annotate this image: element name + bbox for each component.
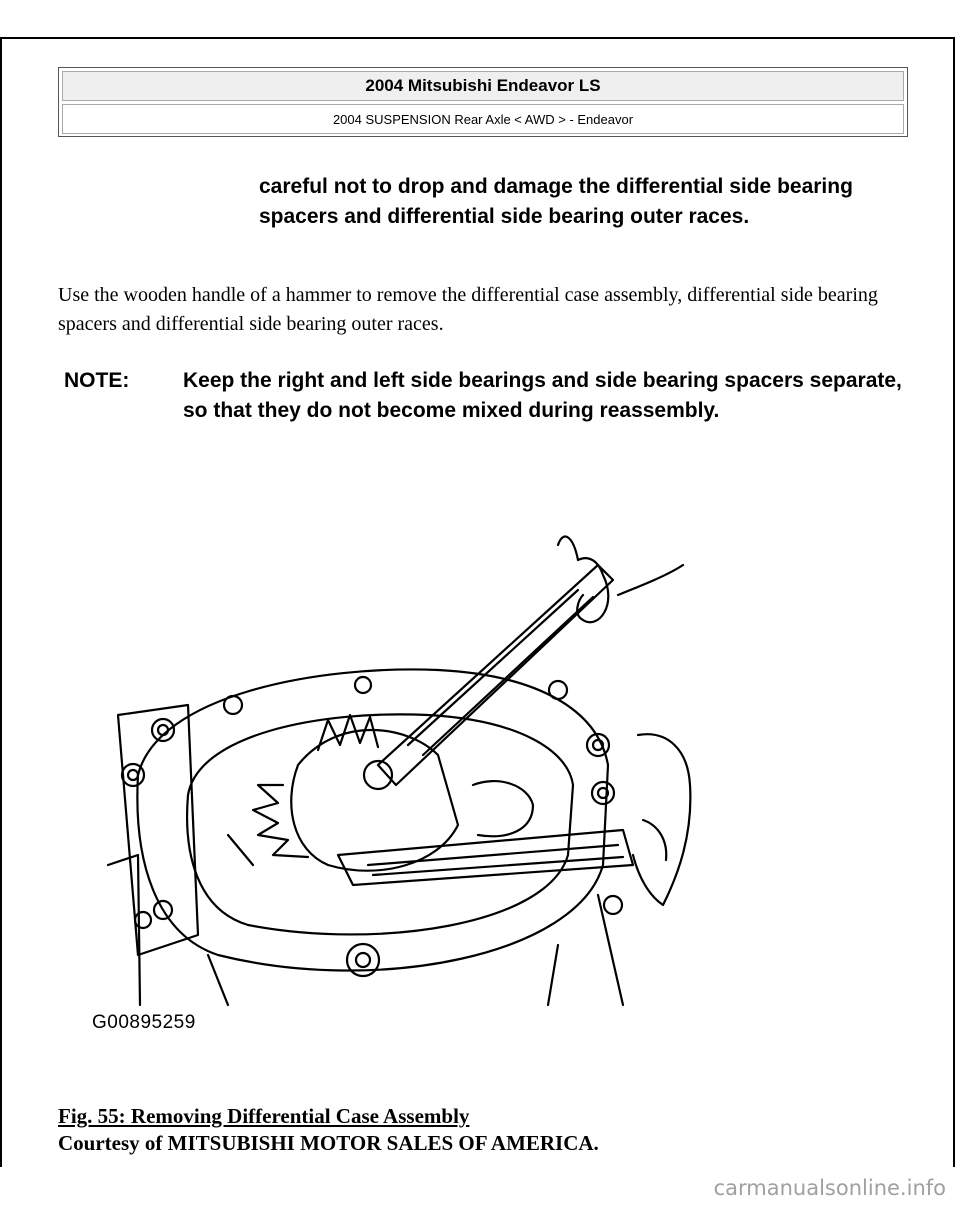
caution-continued-text: careful not to drop and damage the differential side bearing spacers and differential side bearing outer races. — [259, 175, 853, 228]
watermark: carmanualsonline.info — [713, 1176, 946, 1200]
figure-courtesy: Courtesy of MITSUBISHI MOTOR SALES OF AMERICA. — [58, 1131, 599, 1155]
figure-code: G00895259 — [92, 1012, 196, 1033]
differential-removal-illustration — [78, 535, 698, 1045]
figure-caption-link[interactable]: Fig. 55: Removing Differential Case Assembly — [58, 1104, 470, 1128]
vehicle-title: 2004 Mitsubishi Endeavor LS — [62, 71, 904, 101]
section-title: 2004 SUSPENSION Rear Axle < AWD > - Endeavor — [62, 104, 904, 134]
document-header — [58, 67, 908, 137]
note-text: Keep the right and left side bearings and side bearing spacers separate, so that they do not become mixed during reassembly. — [183, 369, 902, 422]
note-label: NOTE: — [64, 369, 130, 392]
procedure-step-text: Use the wooden handle of a hammer to remove the differential case assembly, differential side bearing spacers and differential side bearing outer races. — [58, 284, 878, 335]
